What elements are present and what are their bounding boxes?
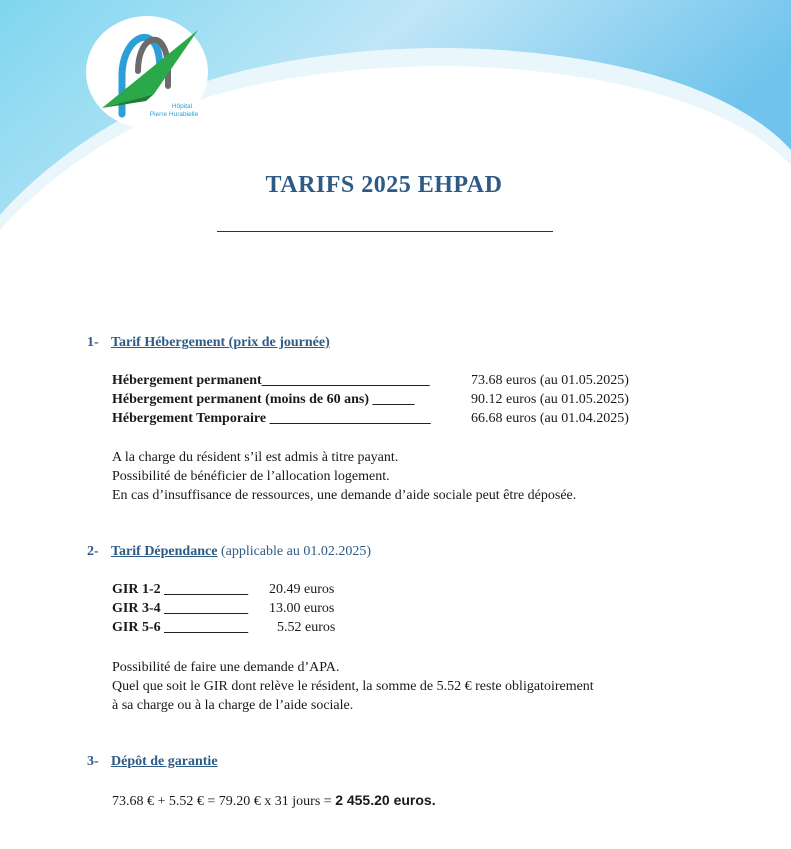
gir-value: 20.49 euros — [269, 582, 335, 597]
section-heading-hebergement — [87, 335, 330, 351]
hospital-logo — [86, 16, 208, 128]
tariff-row-gir-3-4 — [112, 601, 335, 617]
gir-value: 5.52 euros — [277, 620, 336, 635]
deposit-calculation — [112, 792, 436, 810]
section-heading-depot-garantie — [87, 754, 218, 770]
note-line: Possibilité de faire une demande d’APA. — [112, 660, 340, 675]
tariff-value: 73.68 euros (au 01.05.2025) — [471, 373, 629, 388]
note-line: A la charge du résident s’il est admis à titre payant. — [112, 450, 399, 465]
tariff-row-hebergement-temporaire — [112, 411, 629, 427]
section-applicable-date: (applicable au 01.02.2025) — [217, 544, 371, 559]
gir-name: GIR 1-2 ____________ — [112, 582, 249, 597]
tariff-row-hebergement-permanent — [112, 373, 629, 389]
tariff-value: 90.12 euros (au 01.05.2025) — [471, 392, 629, 407]
section-number: 2- — [87, 544, 99, 559]
section-label: Tarif Dépendance — [111, 544, 218, 559]
gir-name: GIR 3-4 ____________ — [112, 601, 249, 616]
logo-text-line2: Pierre Hurabielle — [149, 111, 199, 118]
deposit-total: 2 455.20 euros. — [335, 792, 436, 808]
tariff-name: Hébergement permanent (moins de 60 ans) ______ — [112, 392, 415, 407]
deposit-formula: 73.68 € + 5.52 € = 79.20 € x 31 jours = — [112, 794, 336, 809]
tariff-row-gir-5-6 — [112, 620, 336, 636]
note-line: à sa charge ou à la charge de l’aide sociale. — [112, 698, 354, 713]
section-number: 3- — [87, 754, 99, 769]
page-title: TARIFS 2025 EHPAD — [265, 172, 503, 198]
tariff-value: 66.68 euros (au 01.04.2025) — [471, 411, 629, 426]
hebergement-notes — [112, 448, 576, 505]
logo-text-line1: Hôpital — [171, 103, 193, 110]
section-heading-dependance — [87, 544, 371, 560]
tariff-row-gir-1-2 — [112, 582, 335, 598]
tariff-name: Hébergement permanent________________________ — [112, 373, 430, 388]
note-line: Possibilité de bénéficier de l’allocation logement. — [112, 469, 390, 484]
gir-name: GIR 5-6 ____________ — [112, 620, 249, 635]
gir-value: 13.00 euros — [269, 601, 335, 616]
note-line: En cas d’insuffisance de ressources, une demande d’aide sociale peut être déposée. — [112, 488, 577, 503]
tariff-name: Hébergement Temporaire _______________________ — [112, 411, 431, 426]
section-label: Tarif Hébergement (prix de journée) — [111, 335, 330, 350]
dependance-notes — [112, 658, 594, 715]
section-number: 1- — [87, 335, 99, 350]
section-label: Dépôt de garantie — [111, 754, 218, 769]
title-underline — [217, 231, 553, 232]
note-line: Quel que soit le GIR dont relève le résident, la somme de 5.52 € reste obligatoirement — [112, 679, 594, 694]
tariff-row-hebergement-moins-60 — [112, 392, 629, 408]
